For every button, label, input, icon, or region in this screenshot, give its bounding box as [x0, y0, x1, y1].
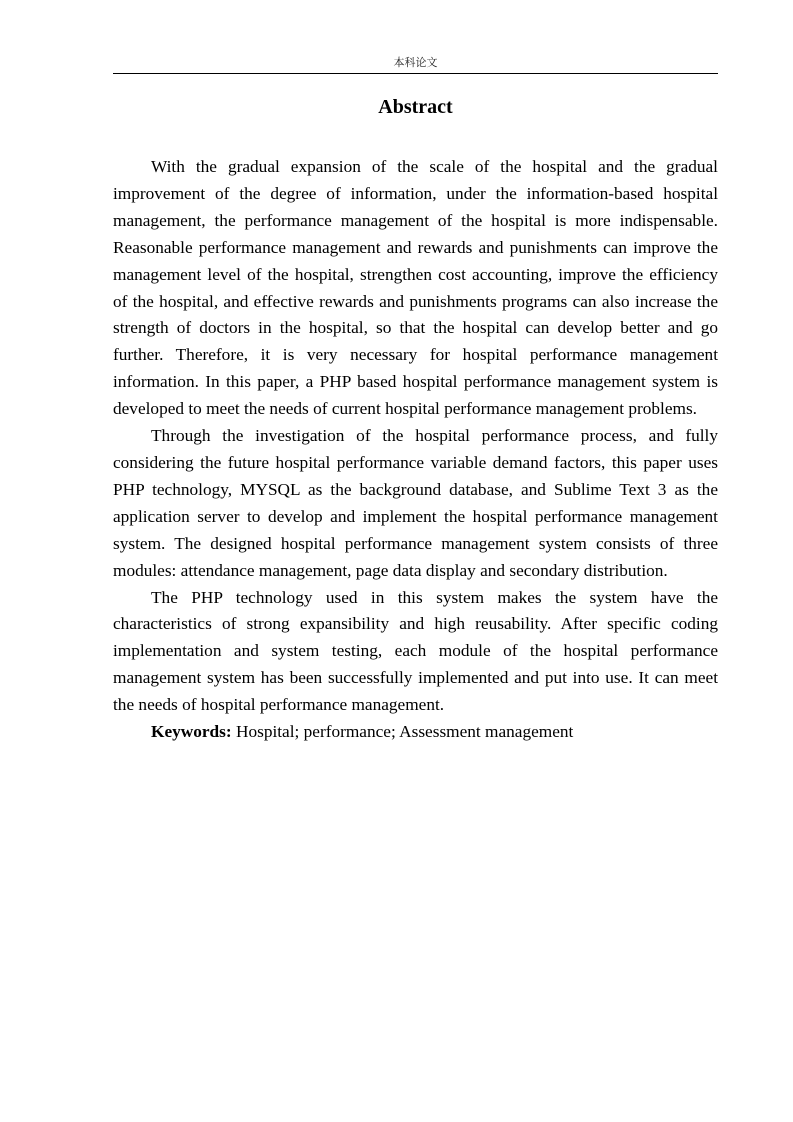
keywords-label: Keywords: [151, 722, 232, 742]
abstract-body [113, 154, 718, 746]
abstract-paragraph-2: Through the investigation of the hospital performance process, and fully considering the future hospital performance variable demand factors, this paper uses PHP technology, MYSQL as the background database, and Sublime Text 3 as the application server to develop and implement the hospital performance management system. The designed hospital performance management system consists of three modules: attendance management, page data display and secondary distribution. [113, 426, 718, 580]
keywords-line [113, 719, 718, 746]
abstract-title: Abstract [378, 96, 453, 118]
keywords-value: Hospital; performance; Assessment management [235, 722, 574, 742]
abstract-paragraph-3: The PHP technology used in this system makes the system have the characteristics of strong expansibility and high reusability. After specific coding implementation and system testing, each module of the hospital performance management system has been successfully implemented and put into use. It can meet the needs of hospital performance management. [113, 587, 718, 715]
running-header: 本科论文 [393, 56, 438, 69]
header-rule [113, 73, 718, 74]
abstract-paragraph-1: With the gradual expansion of the scale of the hospital and the gradual improvement of the degree of information, under the information-based hospital management, the performance management of the hospital is more indispensable. Reasonable performance management and rewards and punishments can improve the management level of the hospital, strengthen cost accounting, improve the efficiency of the hospital, and effective rewards and punishments programs can also increase the strength of doctors in the hospital, so that the hospital can develop better and go further. Therefore, it is very necessary for hospital performance management information. In this paper, a PHP based hospital performance management system is developed to meet the needs of current hospital performance management problems. [113, 157, 718, 419]
